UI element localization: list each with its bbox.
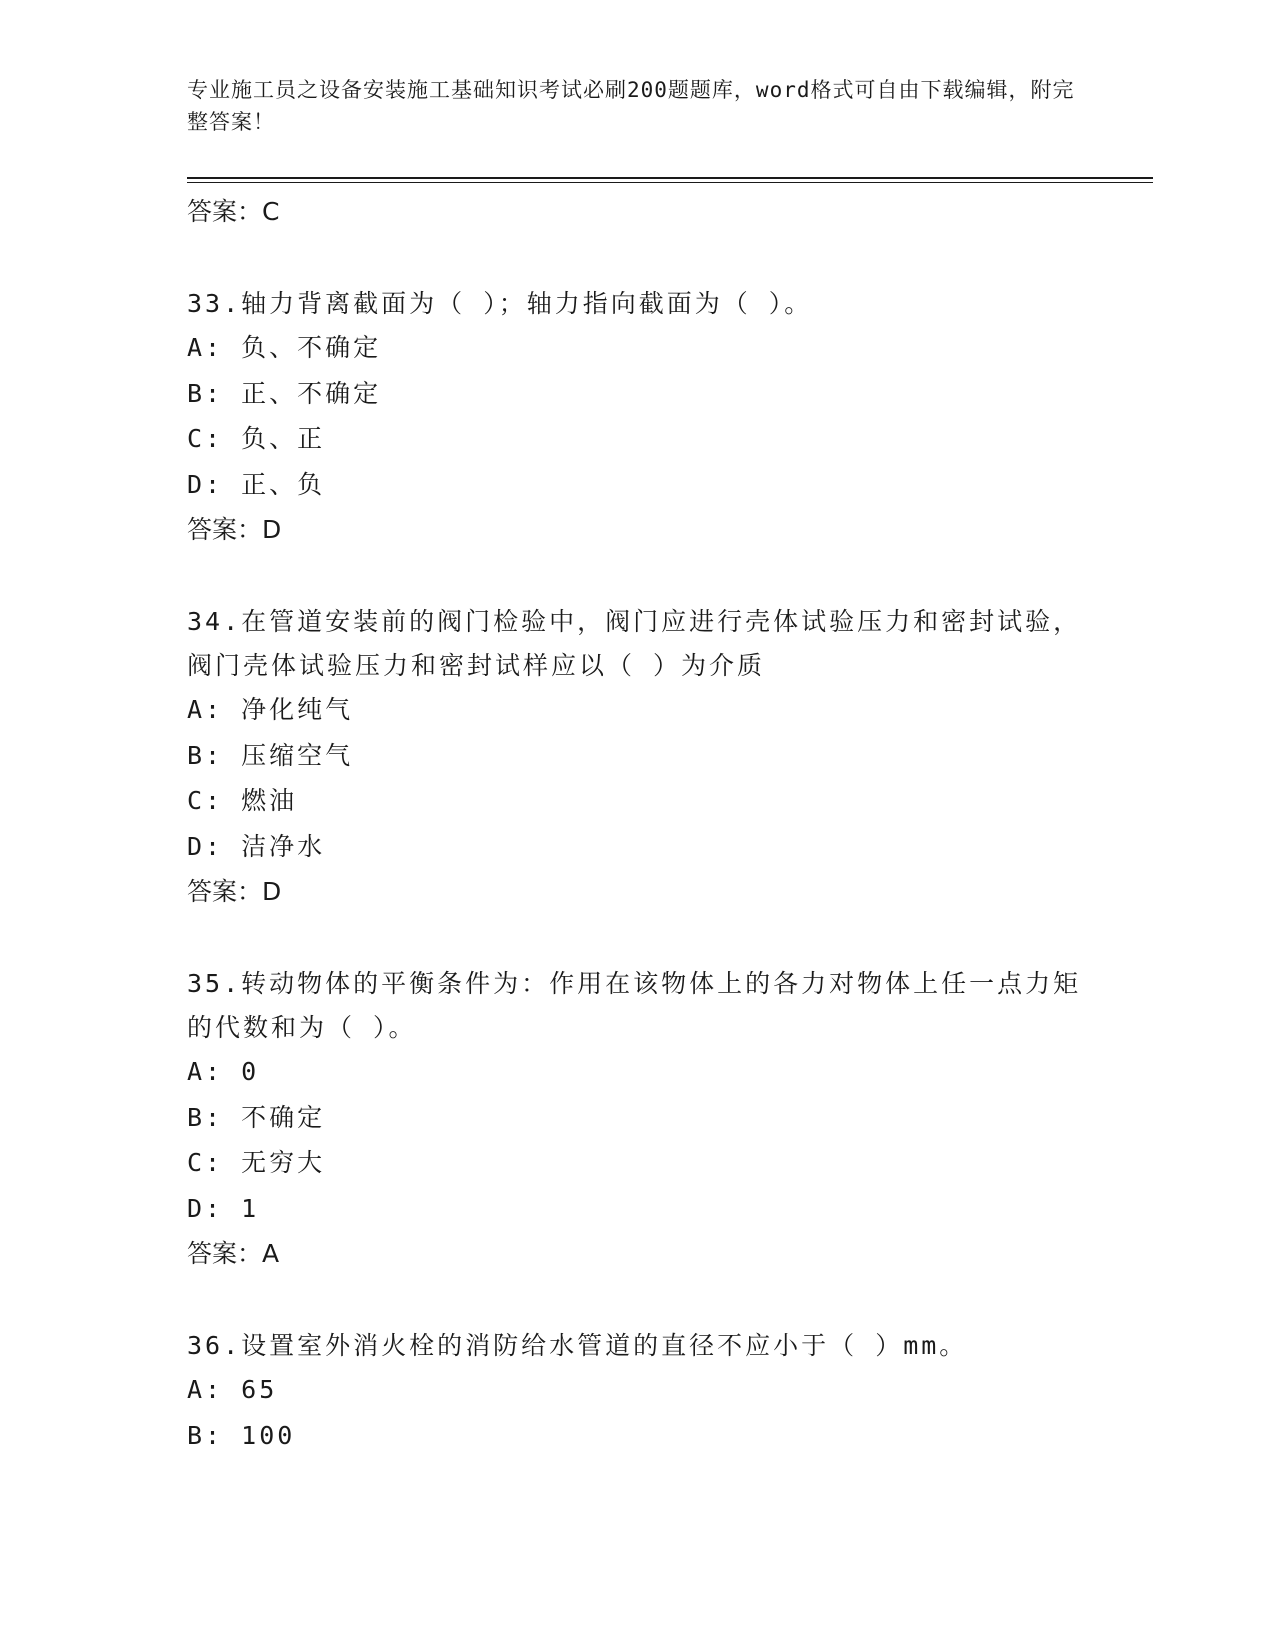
question-text: 35.转动物体的平衡条件为：作用在该物体上的各力对物体上任一点力矩的代数和为（ ）。 — [187, 969, 1082, 1042]
option-a: A: 0 — [187, 1057, 260, 1086]
option-d: D: 正、负 — [187, 469, 326, 499]
question-list — [187, 190, 1087, 1459]
question-block-33 — [187, 282, 1087, 552]
question-block-34 — [187, 600, 1087, 914]
answer-label: 答案：D — [187, 515, 282, 544]
option-c: C: 无穷大 — [187, 1148, 326, 1177]
option-c: C: 负、正 — [187, 424, 326, 453]
option-b: B: 100 — [187, 1420, 296, 1450]
option-a: A: 负、不确定 — [187, 333, 382, 362]
option-b: B: 正、不确定 — [187, 378, 382, 408]
option-c: C: 燃油 — [187, 786, 298, 815]
page-header: 专业施工员之设备安装施工基础知识考试必刷200题题库，word格式可自由下载编辑，附完整答案！ — [187, 78, 1075, 134]
answer-label: 答案：C — [187, 197, 280, 226]
question-text: 36.设置室外消火栓的消防给水管道的直径不应小于（ ）mm。 — [187, 1331, 968, 1360]
answer-label: 答案：D — [187, 877, 282, 906]
question-text: 33.轴力背离截面为（ ）；轴力指向截面为（ ）。 — [187, 289, 813, 318]
option-d: D: 1 — [187, 1193, 260, 1223]
option-a: A: 65 — [187, 1375, 278, 1404]
option-b: B: 压缩空气 — [187, 740, 354, 770]
header-rule — [187, 177, 1153, 183]
question-block-35 — [187, 962, 1087, 1276]
option-d: D: 洁净水 — [187, 831, 326, 861]
question-block-36 — [187, 1324, 1087, 1459]
option-b: B: 不确定 — [187, 1102, 326, 1132]
answer-label: 答案：A — [187, 1239, 280, 1268]
option-a: A: 净化纯气 — [187, 695, 354, 724]
question-text: 34.在管道安装前的阀门检验中，阀门应进行壳体试验压力和密封试验，阀门壳体试验压力和密封试样应以（ ）为介质 — [187, 607, 1082, 680]
